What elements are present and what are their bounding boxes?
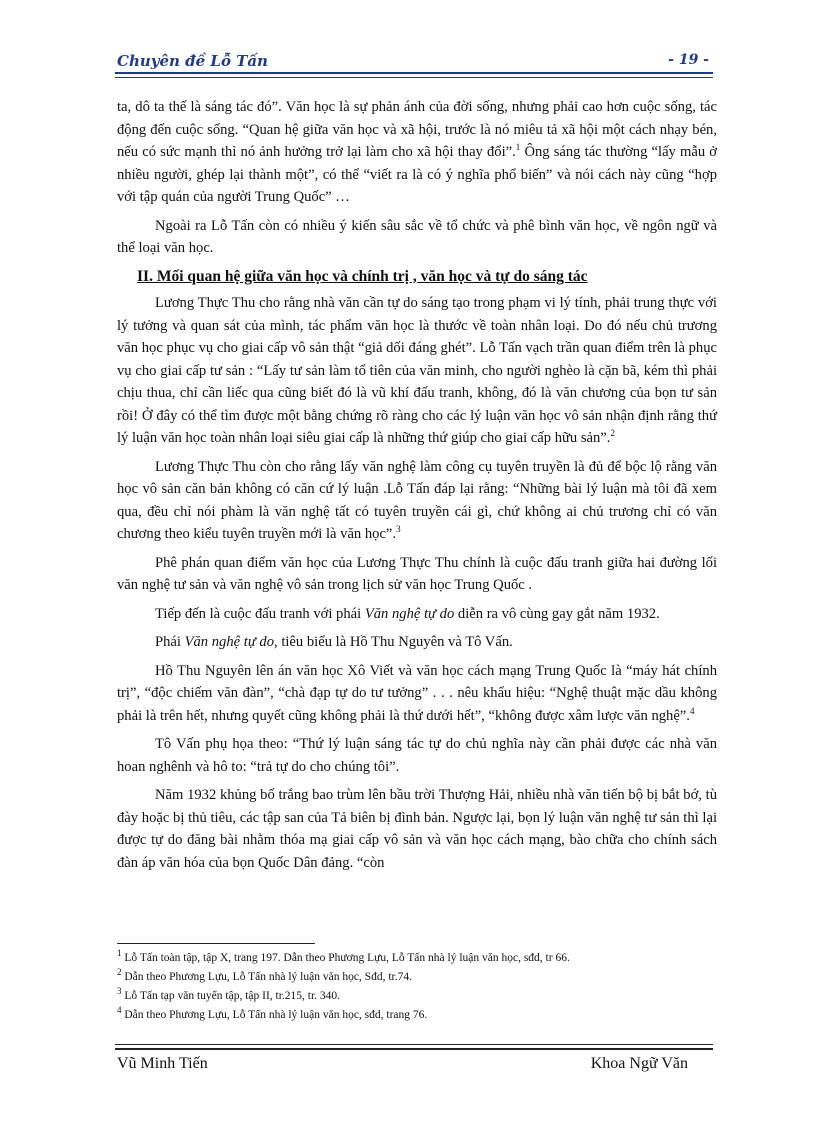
main-content	[117, 96, 717, 880]
footer-author: Vũ Minh Tiến	[117, 1055, 208, 1072]
paragraph-text: ta, dô ta thế là sáng tác đó”. Văn học là sự phản ánh của đời sống, nhưng phải cao hơn cuộc sống, tác động đến cuộc sống. “Quan hệ giữa văn học và xã hội, trước là nó miêu tả xã hội một cách nhạy bén, nếu có sức mạnh thì nó ảnh hưởng trở lại làm cho xã hội thay đổi”.	[117, 99, 717, 160]
footnote-text: Dẫn theo Phương Lựu, Lỗ Tấn nhà lý luận văn học, Sđd, tr.74.	[121, 971, 412, 983]
paragraph	[117, 603, 717, 626]
footnote-separator	[117, 943, 315, 944]
header-title: Chuyên đề Lỗ Tấn	[117, 52, 268, 70]
footnote-ref: 2	[610, 428, 615, 439]
paragraph: Phê phán quan điểm văn học của Lương Thực Thu chính là cuộc đấu tranh giữa hai đường lối văn nghệ tư sản và văn nghệ vô sản trong lịch sử văn học Trung Quốc .	[117, 554, 717, 593]
footnote-ref: 3	[396, 524, 401, 535]
paragraph-text: Ông sáng tác thường “lấy mẫu ở nhiều người, ghép lại thành một”, có thể “viết ra là có ý nghĩa phổ biến” và nói cách này cũng “hợp với tập quán của người Trung Quốc” …	[117, 144, 717, 205]
paragraph	[117, 456, 717, 546]
paragraph: Năm 1932 khủng bố trắng bao trùm lên bầu trời Thượng Hải, nhiều nhà văn tiến bộ bị bắt bớ, tù đày hoặc bị thủ tiêu, các tập san của Tả biên bị đình bản. Ngược lại, bọn lý luận văn nghệ tư sản thì lại được tự do đăng bài nhằm thóa mạ giai cấp vô sản và văn học cách mạng, bào chữa cho chính sách đàn áp văn hóa của bọn Quốc Dân đảng. “còn	[117, 787, 717, 871]
footer-department: Khoa Ngữ Văn	[590, 1055, 688, 1072]
footnote-number: 1	[117, 948, 122, 959]
footnote	[117, 1006, 717, 1025]
footer-rule-thin	[115, 1044, 713, 1045]
footnote	[117, 987, 717, 1006]
section-heading: II. Mối quan hệ giữa văn học và chính trị , văn học và tự do sáng tác	[137, 267, 588, 285]
paragraph-text: , tiêu biểu là Hồ Thu Nguyên và Tô Vấn.	[274, 634, 513, 650]
page-number: - 19 -	[668, 52, 709, 68]
footnote-number: 2	[117, 967, 122, 978]
paragraph: Tô Vấn phụ họa theo: “Thứ lý luận sáng tác tự do chủ nghĩa này cần phải được các nhà văn hoan nghênh và hô to: “trả tự do cho chúng tôi”.	[117, 736, 717, 775]
paragraph-text: Hồ Thu Nguyên lên án văn học Xô Viết và văn học cách mạng Trung Quốc là “máy hát chính trị”, “độc chiếm văn đàn”, “chà đạp tự do tư tưởng” . . . nêu khẩu hiệu: “Nghệ thuật mặc dầu không phải là trên hết, nhưng quyết cũng không phải là thứ dưới hết”, “không được xâm lược văn nghệ”.	[117, 662, 717, 724]
footnote-ref: 4	[689, 705, 695, 716]
footnote-text: Lỗ Tấn toàn tập, tập X, trang 197. Dẫn theo Phương Lựu, Lỗ Tấn nhà lý luận văn học, sđd, tr 66.	[121, 952, 570, 964]
footnotes	[117, 949, 717, 1025]
paragraph-text: Lương Thực Thu cho rằng nhà văn cần tự do sáng tạo trong phạm vi lý tính, phải trung thực với lý tưởng và quan sát của mình, tác phẩm văn học là thước về toàn nhân loại. Do đó nếu chủ trương văn học phục vụ cho giai cấp vô sản thật “giả dối đáng ghét”. Lỗ Tấn vạch trần quan điểm trên là phục vụ cho giai cấp tư sản : “Lấy tư sản làm tổ tiên của văn minh, cho người nghèo là cặn bã, kém thì phải chịu thua, chỉ cần liếc qua cũng biết đó là vũ khí đấu tranh, không, đó là văn chương của bọn tư sản rồi! Ở đây có thể tìm được một bằng chứng rõ ràng cho các lý luận văn học vô sản nhận định rằng thứ lý luận văn học toàn nhân loại siêu giai cấp là những thứ giúp cho giai cấp hữu sản”.	[117, 295, 717, 446]
paragraph	[117, 660, 717, 728]
page-header	[115, 50, 713, 74]
footer-rule	[115, 1048, 713, 1050]
paragraph	[117, 631, 717, 654]
paragraph	[117, 96, 717, 209]
header-rule-thin	[115, 77, 713, 78]
paragraph	[117, 292, 717, 450]
paragraph-text: Lương Thực Thu còn cho rằng lấy văn nghệ làm công cụ tuyên truyền là đủ để bộc lộ rằng văn học vô sản căn bản không có căn cứ lý luận .Lỗ Tấn đáp lại rằng: “Những bài lý luận mà tôi đã xem qua, đều chỉ nói phàm là văn nghệ tất có tuyên truyền cái gì, chứ không ai chủ trương chỉ có văn chương theo kiểu tuyên truyền mới là văn học”.	[117, 458, 717, 542]
header-rule	[115, 72, 713, 74]
paragraph-text: diễn ra vô cùng gay gắt năm 1932.	[454, 605, 660, 622]
paragraph: Ngoài ra Lỗ Tấn còn có nhiều ý kiến sâu sắc về tổ chức và phê bình văn học, về ngôn ngữ và thể loại văn học.	[117, 217, 717, 256]
footnote	[117, 968, 717, 987]
paragraph-text: Tiếp đến là cuộc đấu tranh với phái	[155, 605, 365, 622]
paragraph-text: Phái	[155, 634, 185, 650]
footnote-number: 4	[117, 1005, 122, 1016]
footnote-text: Lỗ Tấn tạp văn tuyển tập, tập II, tr.215, tr. 340.	[121, 990, 341, 1002]
footnote-text: Dẫn theo Phương Lựu, Lỗ Tấn nhà lý luận văn học, sđd, trang 76.	[121, 1009, 428, 1021]
footnote	[117, 949, 717, 968]
footnote-ref: 1	[515, 142, 521, 153]
italic-text: Văn nghệ tự do	[184, 634, 275, 650]
italic-text: Văn nghệ tự do	[364, 605, 455, 622]
footnote-number: 3	[117, 986, 122, 997]
